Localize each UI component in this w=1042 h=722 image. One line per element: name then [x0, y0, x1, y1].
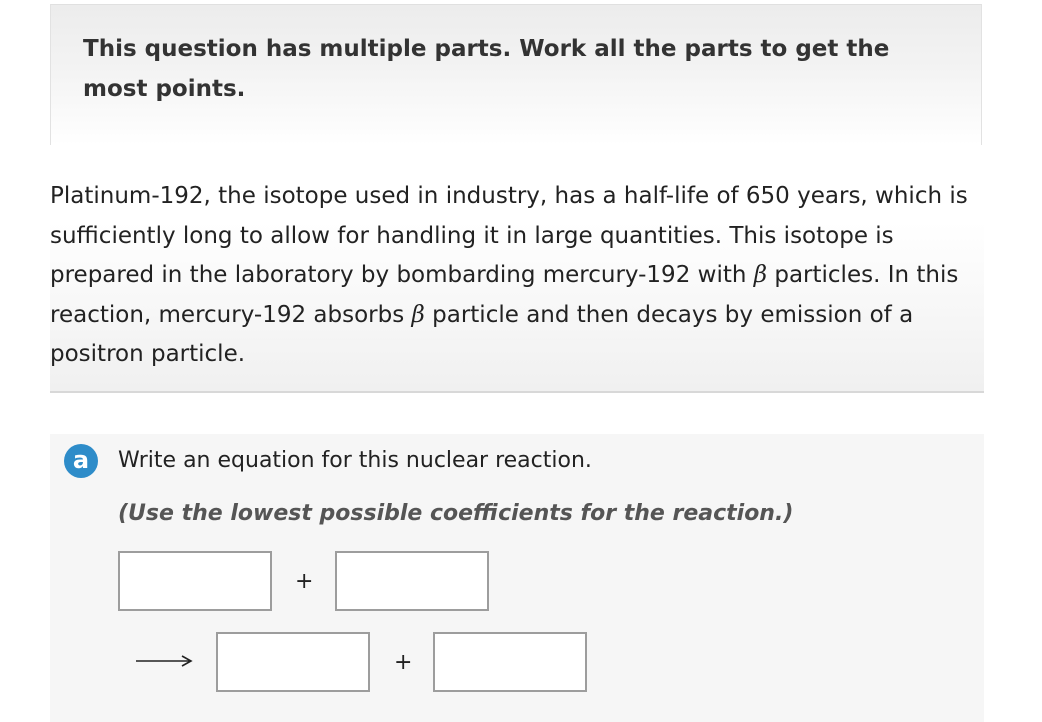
problem-text-segment-1: Platinum-192, the isotope used in industry, has a half-life of 650 years, which is sufficiently long to allow for handling it in large quantities. This isotope is prepared in the laboratory by bombarding mercury-192 with: [50, 183, 968, 288]
problem-statement: [50, 150, 984, 393]
multipart-notice-text: This question has multiple parts. Work all the parts to get the most points.: [83, 36, 890, 102]
part-a-hint: (Use the lowest possible coefficients for the reaction.): [118, 501, 794, 526]
product-plus-sign: +: [394, 650, 413, 675]
reactant-2-input[interactable]: [335, 551, 489, 611]
beta-symbol: β: [411, 301, 425, 328]
part-a-badge: a: [64, 444, 98, 478]
product-1-input[interactable]: [216, 632, 370, 692]
beta-symbol: β: [753, 262, 768, 288]
problem-text-segment-3: particle and then decays by emission of a positron particle.: [50, 301, 914, 367]
reaction-arrow-icon: [136, 653, 194, 669]
product-2-input[interactable]: [433, 632, 587, 692]
problem-text: [50, 177, 984, 375]
reactant-1-input[interactable]: [118, 551, 272, 611]
reactant-plus-sign: +: [295, 569, 314, 594]
multipart-notice: [50, 4, 982, 145]
part-a-question: Write an equation for this nuclear reaction.: [118, 448, 592, 473]
problem-text-segment-2: particles. In this reaction, mercury-192 absorbs: [50, 262, 959, 328]
part-a: [50, 434, 984, 722]
